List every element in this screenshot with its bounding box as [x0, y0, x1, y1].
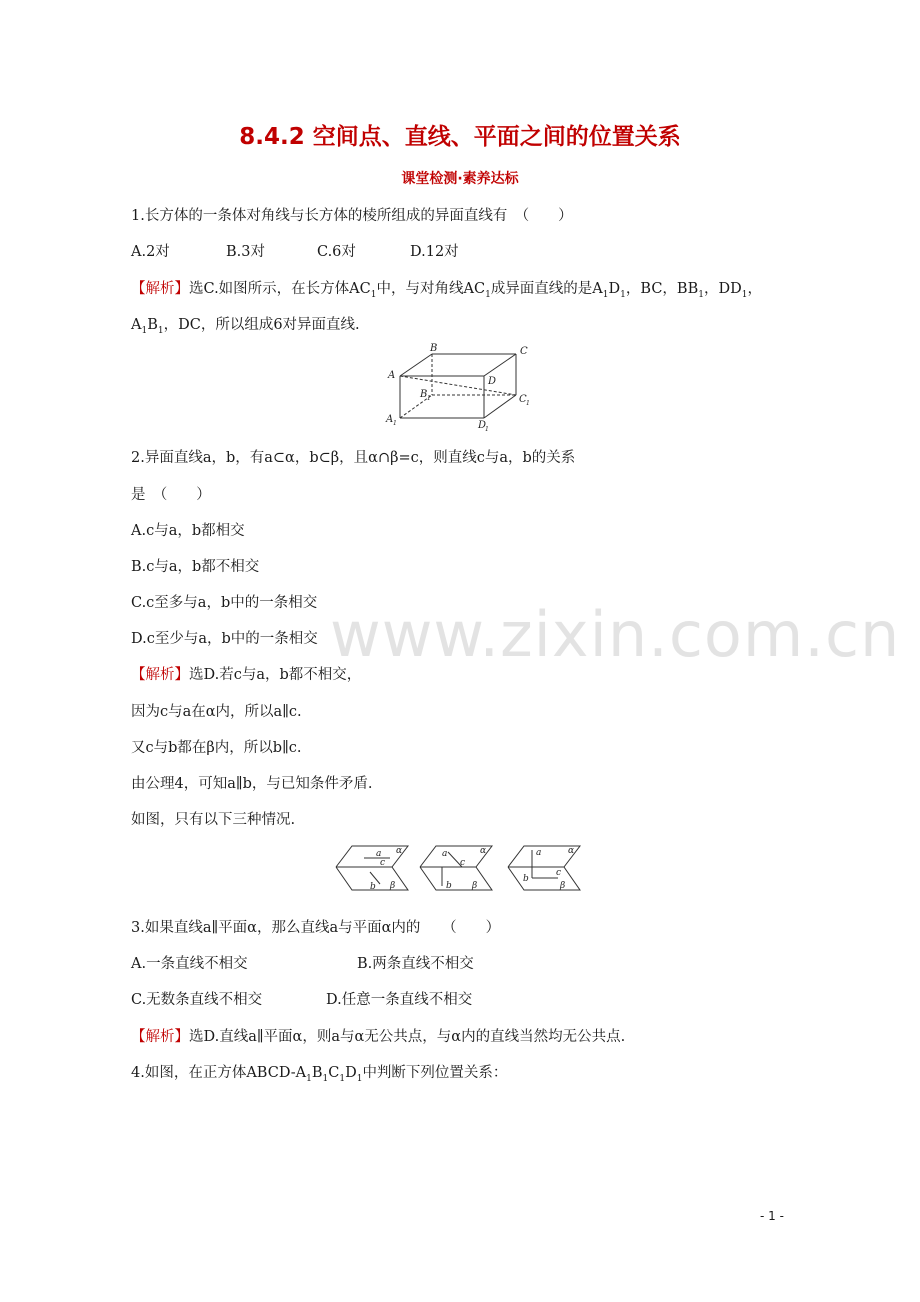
subscript: 1 [620, 289, 626, 300]
q1-answer-line2 [131, 313, 360, 336]
q4-stem-text: B [311, 1065, 323, 1081]
q1-answer-text: B [147, 317, 158, 333]
q1-stem: 1.长方体的一条体对角线与长方体的棱所组成的异面直线有 （ ） [131, 208, 573, 224]
subscript: 1 [322, 1073, 329, 1084]
fig1-a: a [376, 849, 382, 859]
q1-answer-text: ，BC，BB [625, 281, 699, 297]
q3-jiexi-tag: 【解析】 [131, 1029, 189, 1045]
subscript: 1 [485, 289, 491, 300]
q1-answer-text: ，DC，所以组成6对异面直线. [163, 317, 360, 333]
fig2-beta: β [472, 881, 478, 891]
q1-option-c: C.6对 [317, 244, 356, 260]
q1-option-a: A.2对 [131, 244, 170, 260]
label-d1-sub: 1 [485, 426, 489, 433]
section-subtitle: 课堂检测·素养达标 [401, 171, 519, 187]
q3-stem: 3.如果直线a∥平面α，那么直线a与平面α内的 （ ） [131, 920, 501, 936]
page-title: 8.4.2 空间点、直线、平面之间的位置关系 [239, 124, 681, 150]
q2-answer-line1 [131, 663, 361, 684]
label-d: D [488, 376, 497, 387]
q3-option-b: B.两条直线不相交 [357, 956, 474, 972]
q2-answer-line5: 如图，只有以下三种情况. [131, 812, 296, 828]
q3-answer [131, 1025, 625, 1046]
q2-answer-line2: 因为c与a在α内，所以a∥c. [131, 704, 302, 720]
label-c: C [520, 346, 528, 357]
fig2-b: b [446, 881, 452, 891]
subscript: 1 [741, 289, 748, 300]
subscript: 1 [306, 1073, 312, 1084]
q1-option-b: B.3对 [226, 244, 265, 260]
q2-option-c: C.c至多与a，b中的一条相交 [131, 595, 318, 611]
q1-jiexi-tag: 【解析】 [131, 281, 189, 297]
q1-answer-text: D [608, 281, 621, 297]
q3-answer-text: 选D.直线a∥平面α，则a与α无公共点，与α内的直线当然均无公共点. [189, 1029, 626, 1045]
fig2-alpha: α [480, 846, 487, 856]
q3-option-d: D.任意一条直线不相交 [326, 992, 473, 1008]
q1-answer-text: 中，与对角线AC [376, 281, 486, 297]
fig1-b: b [370, 882, 376, 892]
fig3-alpha: α [568, 846, 575, 856]
q2-stem-line2: 是 （ ） [131, 487, 211, 503]
q3-option-c: C.无数条直线不相交 [131, 992, 263, 1008]
subscript: 1 [356, 1073, 363, 1084]
q2-answer-line4: 由公理4，可知a∥b，与已知条件矛盾. [131, 776, 373, 792]
q4-stem-text: 中判断下列位置关系： [362, 1065, 508, 1081]
q2-option-d: D.c至少与a，b中的一条相交 [131, 631, 318, 647]
q1-options [131, 240, 731, 260]
page-number: - 1 - [760, 1209, 784, 1223]
fig3-c: c [556, 868, 562, 878]
subscript: 1 [157, 325, 164, 336]
label-c1-sub: 1 [526, 400, 530, 407]
fig1-c: c [380, 858, 386, 868]
label-b: B [430, 343, 438, 354]
q4-stem-text: C [328, 1065, 340, 1081]
q1-answer-text: 成异面直线的是A [490, 281, 603, 297]
label-a: A [388, 370, 396, 381]
fig1-beta: β [390, 881, 396, 891]
subscript: 1 [370, 289, 377, 300]
q2-option-b: B.c与a，b都不相交 [131, 559, 260, 575]
fig1-alpha: α [396, 846, 403, 856]
q2-stem-line1: 2.异面直线a，b，有a⊂α，b⊂β，且α∩β=c，则直线c与a，b的关系 [131, 450, 576, 466]
q3-option-a: A.一条直线不相交 [131, 956, 248, 972]
label-a1: A [386, 414, 394, 425]
label-b1: B [420, 389, 428, 400]
fig3-b: b [523, 874, 529, 884]
label-d1: D [478, 420, 487, 431]
label-a1-sub: 1 [393, 420, 397, 427]
q3-options-row2 [131, 988, 731, 1008]
q2-option-a: A.c与a，b都相交 [131, 523, 245, 539]
q4-stem-text: D [345, 1065, 357, 1081]
q1-answer-text: A [131, 317, 142, 333]
q1-answer-line1 [131, 277, 762, 300]
subscript: 1 [698, 289, 704, 300]
q2-answer-line3: 又c与b都在β内，所以b∥c. [131, 740, 302, 756]
watermark: www.zixin.com.cn [330, 598, 901, 671]
fig3-a: a [536, 848, 542, 858]
subscript: 1 [339, 1073, 346, 1084]
q3-options-row1 [131, 952, 731, 972]
q1-answer-text: 选C.如图所示，在长方体AC [189, 281, 371, 297]
fig2-a: a [442, 849, 448, 859]
planes-figure [330, 838, 590, 896]
fig2-c: c [460, 858, 466, 868]
cuboid-figure [380, 340, 540, 435]
q4-stem [131, 1061, 507, 1084]
q2-jiexi-tag: 【解析】 [131, 667, 189, 683]
q4-stem-text: 4.如图，在正方体ABCD-A [131, 1065, 307, 1081]
q1-answer-text: ， [747, 281, 762, 297]
q2-answer-text: 选D.若c与a，b都不相交， [189, 667, 362, 683]
subscript: 1 [141, 325, 148, 336]
subscript: 1 [602, 289, 609, 300]
q1-answer-text: ，DD [703, 281, 742, 297]
q1-option-d: D.12对 [410, 244, 459, 260]
fig3-beta: β [560, 881, 566, 891]
label-c1: C [519, 394, 527, 405]
label-b1-sub: 1 [427, 395, 431, 402]
